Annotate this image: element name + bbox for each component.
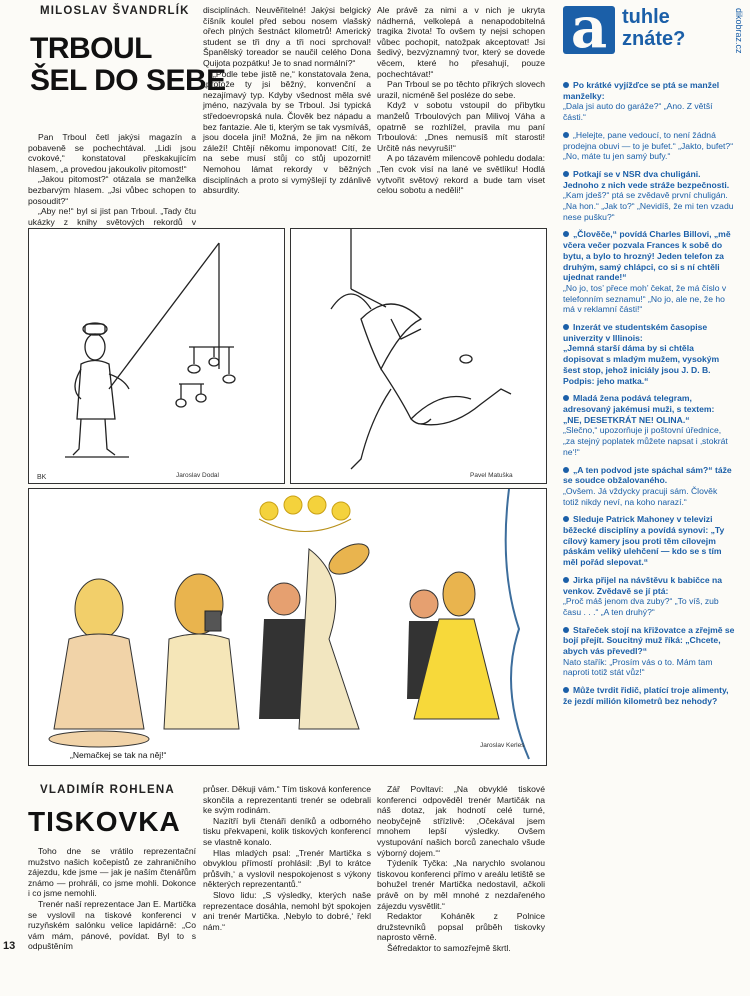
joke-answer: „Ovšem. Já vždycky pracuji sám. Člověk totiž nikdy neví, na koho narazí.“ [563, 485, 718, 507]
logo-letter: a [570, 0, 608, 61]
joke-question: Potkají se v NSR dva chuligáni. Jednoho z nich vede stráže bezpečnosti. [563, 168, 730, 190]
paragraph: „Aby ne!“ byl si jist pan Trboul. „Tady čtu ukázky z knihy světových rekordů v [28, 206, 196, 227]
paragraph: disciplínách. Neuvěřitelné! Jakýsi belgický číšník koulel před sebou nosem vlašský ořech plných šestnáct kilometrů! Americký student se tři dny a tři noci sprchoval! Španělský toreador se naučil celého Dona Quijota pozpátku! Je to snad normální?“ [203, 5, 371, 68]
paragraph: průser. Děkuji vám.“ Tím tisková konference skončila a reprezentanti trenér se odebrali ke svým rodinám. [203, 784, 371, 816]
bullet-icon [563, 395, 569, 401]
bullet-icon [563, 132, 569, 138]
cartoon-hanging-man [290, 228, 547, 484]
cartoon-fisherman-drawing [29, 229, 284, 483]
bullet-icon [563, 516, 569, 522]
bullet-icon [563, 627, 569, 633]
joke-question: Stařeček stojí na křižovatce a zřejmě se bojí přejít. Soucitný muž říká: „Chcete, abych vás převedl?“ [563, 624, 735, 657]
tuhle-znate-logo [563, 0, 615, 61]
article2-column-3 [377, 784, 545, 954]
joke-item [563, 575, 735, 618]
paragraph: Pan Trboul se po těchto příkrých slovech urazil, nicméně šel posléze do sebe. [377, 79, 545, 100]
cartoon-fisherman [28, 228, 285, 484]
joke-item [563, 685, 735, 706]
cartoon3-caption: „Nemačkej se tak na něj!“ [70, 750, 167, 760]
article1-title-line2: ŠEL DO SEBE [30, 64, 226, 97]
logo-line2: znáte? [622, 28, 686, 50]
logo-text [622, 6, 685, 50]
paragraph: Pan Trboul četl jakýsi magazín a pobaveně se pochechtával. „Lidi jsou cvokové,“ konstatoval přeskakujícím hlasem, „a provedou jakoukoliv pitomost!“ [28, 132, 196, 174]
bullet-icon [563, 324, 569, 330]
joke-item [563, 514, 735, 568]
joke-answer: „Proč máš jenom dva zuby?“ „To víš, zub času . . .“ „A ten druhý?“ [563, 596, 719, 617]
joke-answer: „Slečno,“ upozorňuje ji poštovní úřednice, „za stejný poplatek můžete napsat i ‚stokrát ne‘!“ [563, 425, 728, 457]
joke-item [563, 169, 735, 223]
cartoon2-credit: Pavel Matuška [470, 472, 513, 479]
joke-item [563, 465, 735, 508]
logo-line1: tuhle [622, 6, 670, 28]
joke-question: Mladá žena podává telegram, adresovaný jakémusi muži, s textem: „NE, DESETKRÁT NE! OLINA.“ [563, 393, 715, 425]
joke-answer: „Kam jdeš?“ ptá se zvědavě první chuligán. „Na hon.“ „Jak to?“ „Nevidíš, že mi ten vzadu nese pušku?“ [563, 190, 734, 222]
joke-sidebar [563, 80, 735, 714]
paragraph: Týdeník Tyčka: „Na narychlo svolanou tiskovou konferenci přímo v areálu letiště se bohužel trenér Martička nedostavil, ačkoli právě on by měl mnohé z nezdařeného zájezdu vysvětlit.“ [377, 858, 545, 911]
paragraph: Trenér naší reprezentace Jan E. Martička se vyslovil na tiskové konferenci v ruzyňském salónku velice lapidárně: „Co vám mám, pánové, povídat. Byl to s odpuštěním [28, 898, 196, 952]
joke-question: „Člověče,“ povídá Charles Billovi, „mě včera večer pozvala Frances k sobě do bytu, a bylo to hrozný! Jeden telefon za druhým, samý chlápci, co si s ní chtěli ujednat rande!“ [563, 229, 731, 283]
joke-item [563, 80, 735, 123]
page-number: 13 [3, 940, 16, 952]
article1-title-line1: TRBOUL [30, 32, 152, 65]
article1-column-1 [28, 132, 196, 238]
watermark: dikobraz.cz [734, 8, 744, 54]
bullet-icon [563, 231, 569, 237]
article2-column-2 [203, 784, 371, 932]
cartoon3-credit: Jaroslav Kerles [480, 742, 525, 749]
joke-item [563, 393, 735, 457]
joke-item [563, 130, 735, 162]
joke-item [563, 229, 735, 315]
article1-column-3 [377, 5, 545, 196]
article2-title: TISKOVKA [28, 806, 181, 837]
paragraph: Šéfredaktor to samozřejmě škrtl. [387, 942, 511, 953]
joke-question: Může tvrdit řidič, platící troje alimenty, že jezdí milión kilometrů bez nehody? [563, 685, 729, 706]
joke-answer: Nato stařík: „Prosím vás o to. Mám tam naproti totiž stát vůz!“ [563, 656, 713, 678]
bullet-icon [563, 467, 569, 473]
svg-text:BK: BK [37, 474, 47, 481]
article2-author: VLADIMÍR ROHLENA [40, 784, 175, 796]
joke-item [563, 322, 735, 386]
joke-answer: „No jo, tos’ přece moh’ čekat, že má číslo v telefonním seznamu!“ „No jo, ale ne, že ho má v reklamní části!“ [563, 282, 727, 315]
paragraph: Ale právě za nimi a v nich je ukryta nádherná, velkolepá a nenapodobitelná tragika života! To ovšem ty nejsi schopen vůbec pochopit, natožpak akceptovat! Jsi šedivý, bezvýznamný tvor, který se dovede věcem, které ho přesahují, pouze pochechtávat!“ [377, 5, 545, 79]
paragraph: Toho dne se vrátilo reprezentační mužstvo našich kočepistů ze zahraničního zájezdu, kde jsme — jak je naším čtenářům známo — prohráli, co jsme mohli. Dokonce i co jsme nemohli. [28, 846, 196, 899]
cartoon1-credit: Jaroslav Dodal [176, 472, 219, 479]
joke-question: Inzerát ve studentském časopise univerzity v Illinois: [563, 322, 708, 343]
bullet-icon [563, 82, 569, 88]
bullet-icon [563, 577, 569, 583]
paragraph: Zář Povltaví: „Na obvyklé tiskové konferenci odpověděl trenér Martičák na náš dotaz, jak hodnotí celé turné, neobyčejně střízlivě: ‚Očekával jsem mnohem lepší výsledky. Ovšem vystupování našich borců zanechalo všude výborný dojem.‘“ [377, 784, 545, 858]
paragraph: „Podle tebe jistě ne,“ konstatovala žena, „protože ty jsi běžný, konvenční a nezajímavý typ. Kdyby všednost měla své jméno, nazývala by se Trboul. Jsi typická středoevropská nula. Člověk bez nápadu a bez fantazie. Ale ti, kterým se tak vysmíváš, jsou docela jiní! Možná, že jim na někom záleží! Chtějí někomu imponovat! Cítí, že na sebe musí stůj co stůj upozornit! Nemohou lámat rekordy v běžných disciplínách a proto si vymýšlejí ty zdánlivě absurdity. [203, 68, 371, 196]
joke-item [563, 625, 735, 679]
cartoon-hanging-man-drawing [291, 229, 546, 483]
article1-column-2 [203, 5, 371, 196]
article2-column-1 [28, 846, 196, 952]
cartoon-ballroom-drawing [29, 489, 546, 765]
joke-answer: „Jemná starší dáma by si chtěla dopisovat s mladým mužem, vysokým šest stop, jehož iniciály jsou J. D. B. Podpis: jeho matka.“ [563, 343, 720, 386]
paragraph: Slovo lidu: „S výsledky, kterých naše reprezentace dosáhla, nemohl být spokojen ani trenér Martička. ‚Nebylo to dobré,‘ řekl nám.“ [203, 889, 371, 932]
joke-question: Po krátké vyjížďce se ptá se manžel manželky: [563, 80, 720, 101]
joke-question: Sleduje Patrick Mahoney v televizi běžecké disciplíny a povídá synovi: „Ty cílový kamery jsou proti těm cílovejm páskám veliký ulehčení — kdo se s tím měl pořád slepovat.“ [563, 514, 725, 568]
joke-answer: „Helejte, pane vedoucí, to není žádná prodejna obuvi — to je bufet.“ „Jakto, bufet?“ „No, máte tu jen samý bufy.“ [563, 129, 734, 162]
paragraph: Redaktor Koháněk z Polnice družstevníků popsal průběh tiskovky naprosto věrně. [377, 911, 545, 943]
cartoon-ballroom [28, 488, 547, 766]
paragraph: A po tázavém milencově pohledu dodala: „Ten cvok visí na lané ve světlíku! Hodlá vytvořit světový rekord a bude tam viset celou sobotu a neděli!“ [377, 153, 545, 196]
joke-answer: „Dala jsi auto do garáže?“ „Ano. Z větší části.“ [563, 101, 713, 123]
paragraph: Hlas mladých psal: „Trenér Martička s obvyklou přímostí prohlásil: ‚Byl to krátce průšvih,‘ a vyslovil nespokojenost s výkony některých reprezentantů.“ [203, 847, 371, 890]
paragraph: Nazítří byli čtenáři deníků a odborného tisku překvapeni, kolik tiskových konferencí se vlastně konalo. [203, 815, 371, 847]
bullet-icon [563, 171, 569, 177]
paragraph: „Jakou pitomost?“ otázala se manželka bezbarvým hlasem. „Jsi vůbec schopen to posoudit?“ [28, 174, 196, 206]
joke-question: „A ten podvod jste spáchal sám?“ táže se soudce obžalovaného. [563, 464, 732, 486]
bullet-icon [563, 687, 569, 693]
joke-question: Jirka přijel na návštěvu k babičce na venkov. Zvědavě se jí ptá: [563, 574, 723, 596]
article1-author: MILOSLAV ŠVANDRLÍK [40, 5, 190, 17]
paragraph: Když v sobotu vstoupil do přibytku manželů Trboulových pan Milivoj Váha a opatrně se rozhlížel, pravila mu paní Trboulová: „Dnes nemusíš mít starosti! Určitě nás nevyruší!“ [377, 100, 545, 153]
